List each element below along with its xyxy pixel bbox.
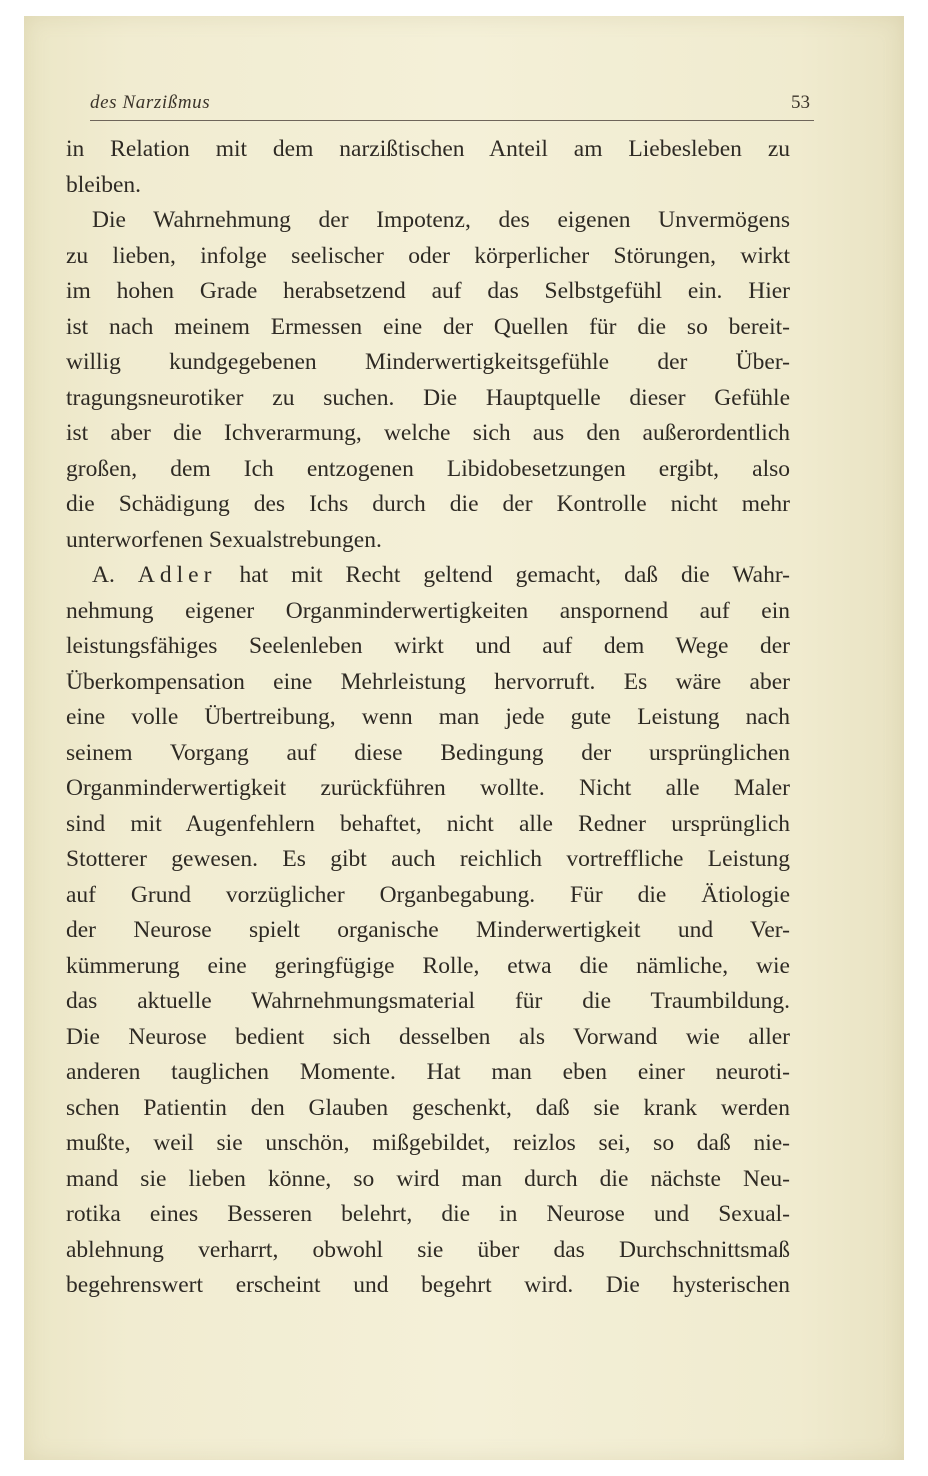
text-line: ist nach meinem Ermessen eine der Quellen für die so bereit- bbox=[66, 313, 790, 340]
text-line: rotika eines Besseren belehrt, die in Neurose und Sexual- bbox=[66, 1201, 790, 1227]
text-line: sind mit Augenfehlern behaftet, nicht alle Redner ursprünglich bbox=[66, 810, 790, 837]
text-line: mand sie lieben könne, so wird man durch die nächste Neu- bbox=[66, 1165, 790, 1192]
text-line: die Schädigung des Ichs durch die der Kontrolle nicht mehr bbox=[66, 491, 790, 517]
text-line: kümmerung eine geringfügige Rolle, etwa die nämliche, wie bbox=[66, 952, 790, 979]
text-line: mußte, weil sie unschön, mißgebildet, reizlos sei, so daß nie- bbox=[66, 1130, 790, 1156]
text-line: Organminderwertigkeit zurückführen wollte. Nicht alle Maler bbox=[66, 775, 790, 801]
paragraph-start-line bbox=[66, 558, 790, 594]
text-line: Die Neurose bedient sich desselben als Vorwand wie aller bbox=[66, 1023, 790, 1050]
text-line: auf Grund vorzüglicher Organbegabung. Für die Ätiologie bbox=[66, 881, 790, 908]
line-continuation: hat mit Recht geltend gemacht, daß die Wahr- bbox=[239, 562, 790, 588]
text-line: leistungsfähiges Seelenleben wirkt und auf dem Wege der bbox=[66, 633, 790, 659]
text-line: zu lieben, infolge seelischer oder körperlicher Störungen, wirkt bbox=[66, 242, 790, 269]
text-line: tragungsneurotiker zu suchen. Die Hauptquelle dieser Gefühle bbox=[66, 384, 790, 411]
author-name-spaced: Adler bbox=[137, 562, 217, 588]
paragraph-start-line: Die Wahrnehmung der Impotenz, des eigenen Unvermögens bbox=[92, 207, 790, 233]
text-line: ablehnung verharrt, obwohl sie über das Durchschnittsmaß bbox=[66, 1236, 790, 1263]
text-line: begehrenswert erscheint und begehrt wird. Die hysterischen bbox=[66, 1272, 790, 1298]
text-line: das aktuelle Wahrnehmungsmaterial für die Traumbildung. bbox=[66, 988, 790, 1014]
text-line: bleiben. bbox=[66, 171, 142, 198]
page-number: 53 bbox=[791, 92, 810, 113]
page-header bbox=[90, 86, 814, 121]
text-line: nehmung eigener Organminderwertigkeiten anspornend auf ein bbox=[66, 597, 790, 624]
text-line: im hohen Grade herabsetzend auf das Selbstgefühl ein. Hier bbox=[66, 278, 790, 304]
text-line: unterworfenen Sexualstrebungen. bbox=[66, 526, 382, 553]
text-line: in Relation mit dem narzißtischen Anteil am Liebesleben zu bbox=[66, 136, 790, 162]
author-initial: A. bbox=[92, 562, 115, 588]
text-line: Stotterer gewesen. Es gibt auch reichlich vortreffliche Leistung bbox=[66, 846, 790, 872]
text-line: willig kundgegebenen Minderwertigkeitsgefühle der Über- bbox=[66, 349, 790, 375]
text-line: seinem Vorgang auf diese Bedingung der ursprünglichen bbox=[66, 739, 790, 766]
body-text bbox=[66, 132, 790, 1304]
running-title: des Narzißmus bbox=[90, 92, 211, 113]
text-line: anderen tauglichen Momente. Hat man eben einer neuroti- bbox=[66, 1059, 790, 1085]
text-line: der Neurose spielt organische Minderwertigkeit und Ver- bbox=[66, 917, 790, 943]
text-line: großen, dem Ich entzogenen Libidobesetzungen ergibt, also bbox=[66, 455, 790, 482]
text-line: schen Patientin den Glauben geschenkt, daß sie krank werden bbox=[66, 1094, 790, 1121]
text-line: eine volle Übertreibung, wenn man jede gute Leistung nach bbox=[66, 704, 790, 730]
text-line: Überkompensation eine Mehrleistung hervorruft. Es wäre aber bbox=[66, 668, 790, 695]
text-line: ist aber die Ichverarmung, welche sich aus den außerordentlich bbox=[66, 420, 790, 446]
